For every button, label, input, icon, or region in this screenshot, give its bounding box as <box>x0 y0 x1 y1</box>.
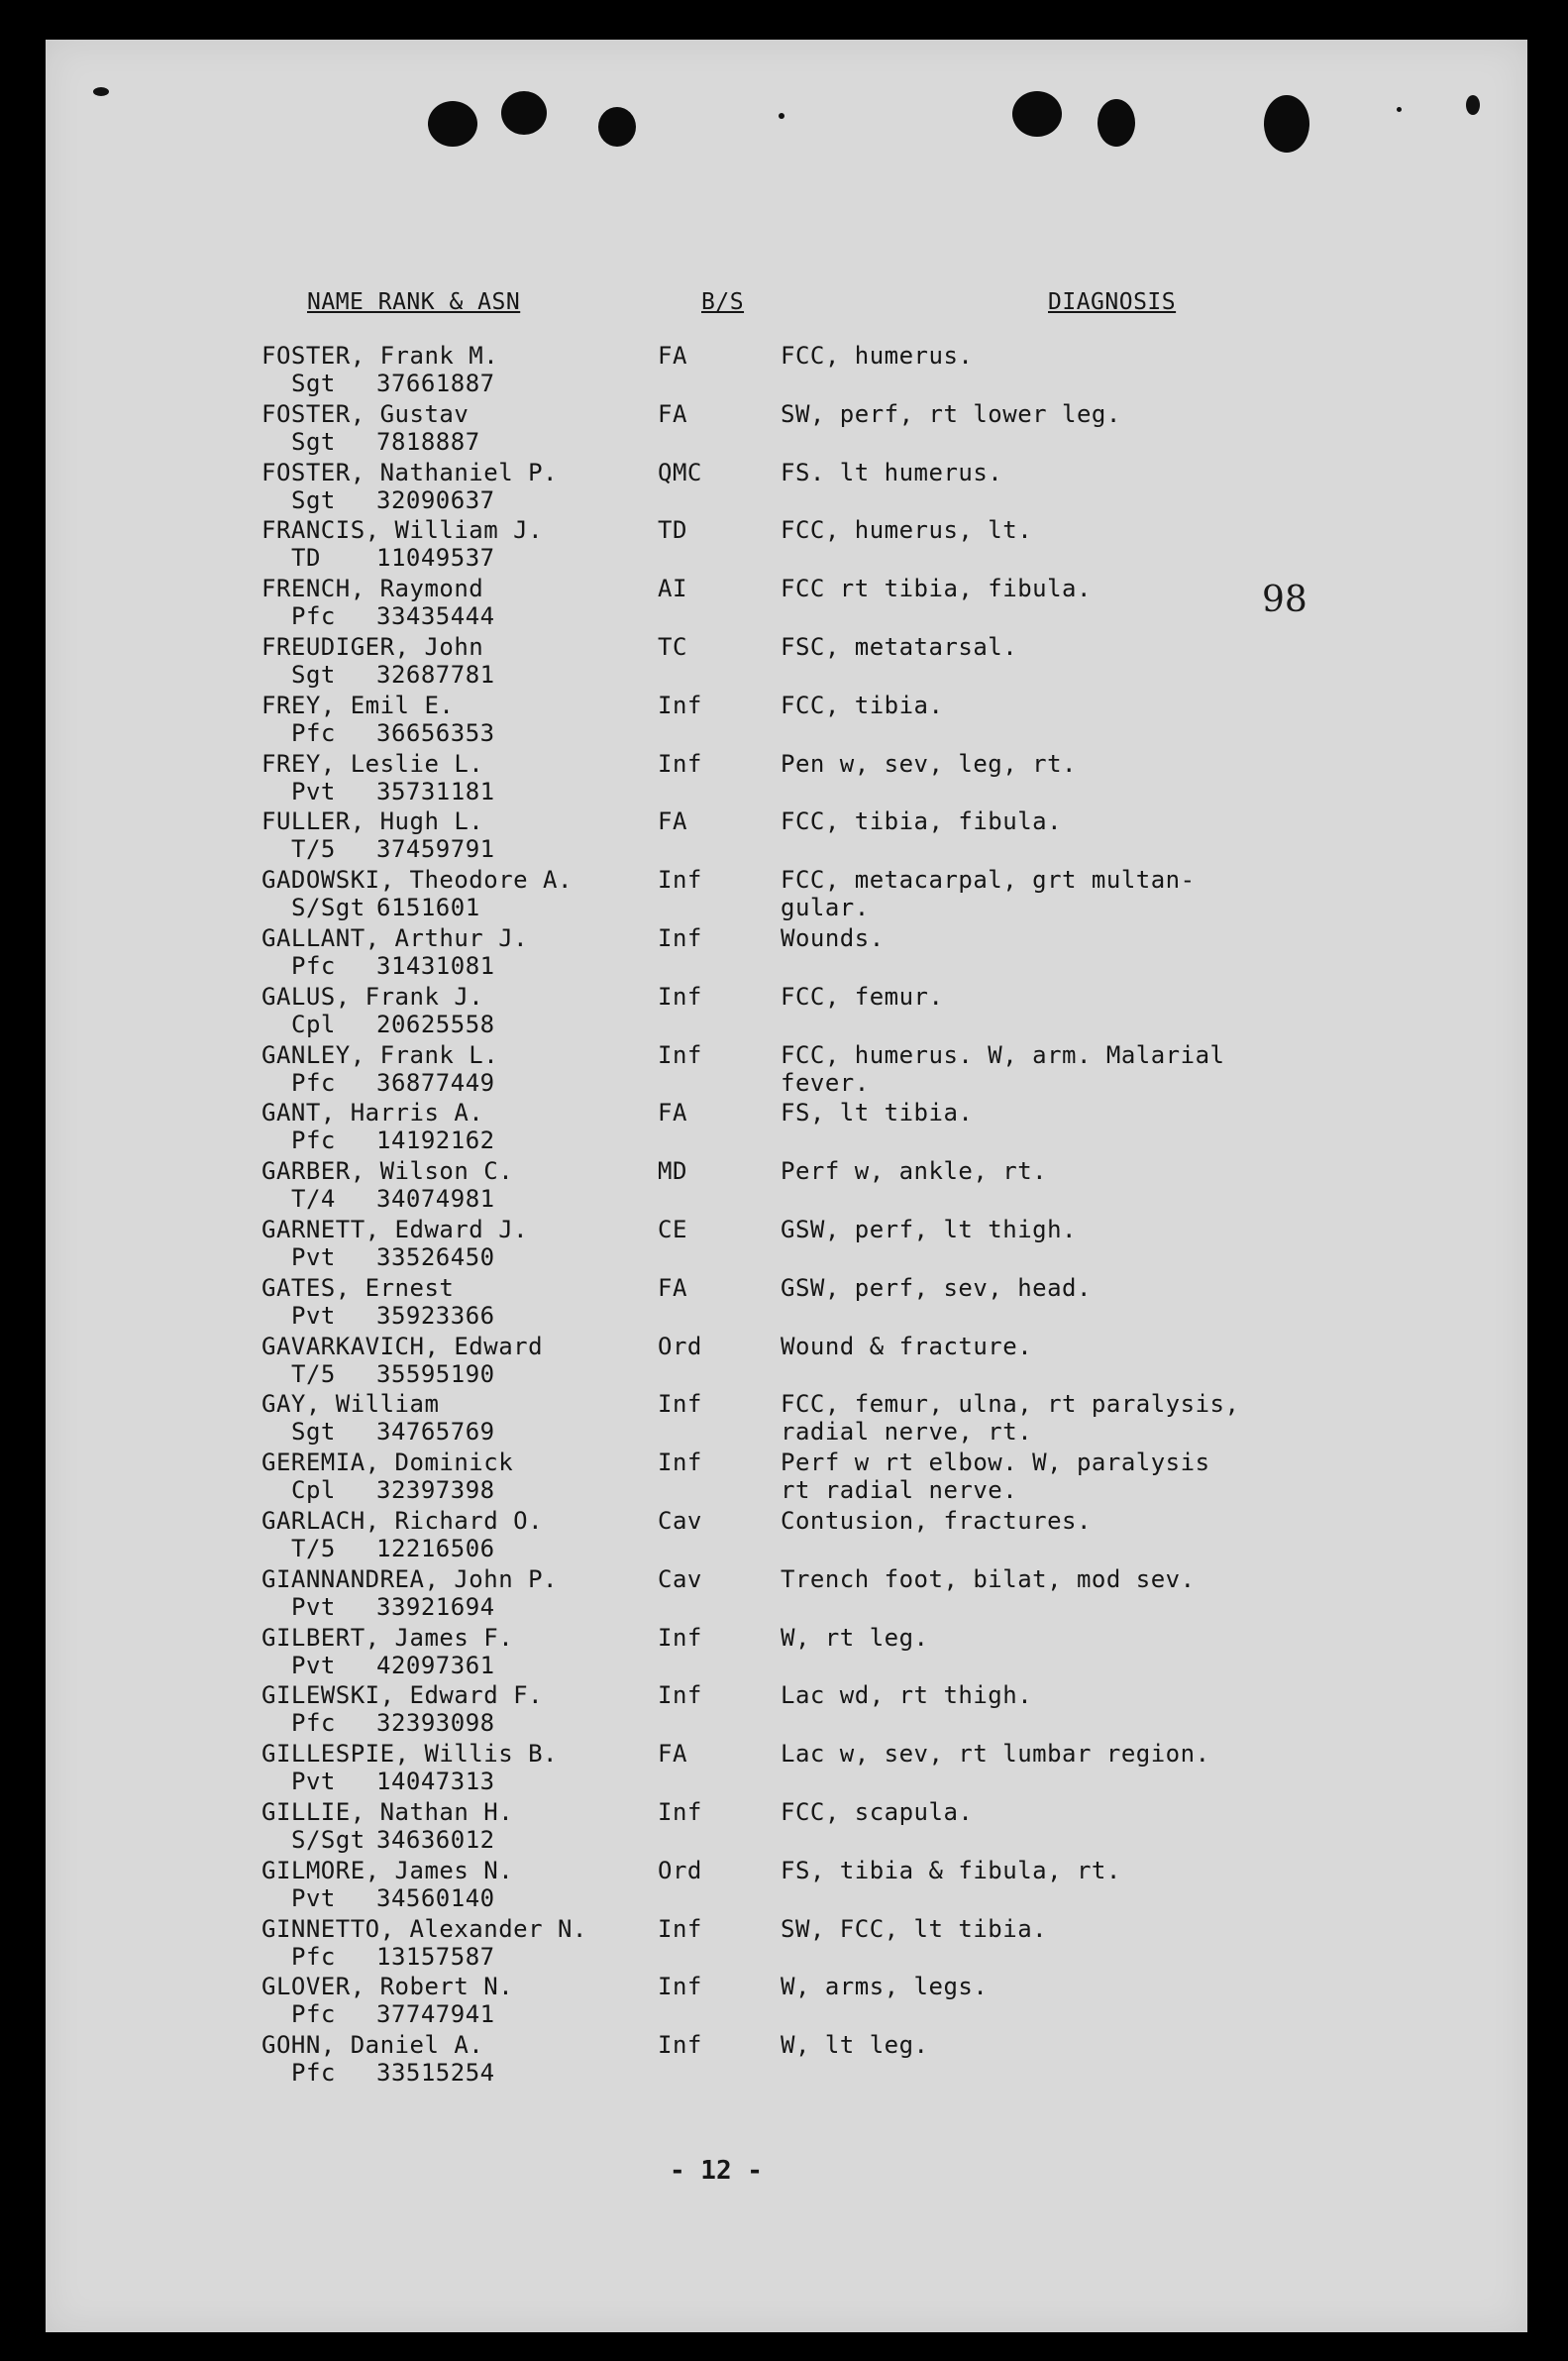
branch-cell: Inf <box>658 1798 702 1826</box>
table-row <box>0 866 1568 923</box>
table-row <box>0 1216 1568 1273</box>
diagnosis-cell: GSW, perf, sev, head. <box>781 1273 1092 1302</box>
branch-cell: FA <box>658 342 687 370</box>
asn-cell: 35923366 <box>376 1301 495 1330</box>
diagnosis-cell: FS, lt tibia. <box>781 1099 974 1127</box>
asn-cell: 34636012 <box>376 1826 495 1854</box>
asn-cell: 11049537 <box>376 544 495 573</box>
branch-cell: Inf <box>658 924 702 952</box>
rank-cell: Sgt <box>291 1418 336 1447</box>
rank-cell: T/4 <box>291 1185 336 1214</box>
rank-cell: Sgt <box>291 485 336 514</box>
name-cell: GILEWSKI, Edward F. <box>261 1681 544 1710</box>
name-cell: GILBERT, James F. <box>261 1623 514 1652</box>
name-cell: GILMORE, James N. <box>261 1856 514 1884</box>
asn-cell: 33435444 <box>376 602 495 631</box>
name-cell: GARBER, Wilson C. <box>261 1157 514 1186</box>
table-row <box>0 516 1568 574</box>
table-row <box>0 1681 1568 1739</box>
table-row <box>0 924 1568 982</box>
diagnosis-cell: SW, FCC, lt tibia. <box>781 1914 1048 1943</box>
diagnosis-cell: SW, perf, rt lower leg. <box>781 399 1121 428</box>
name-cell: FULLER, Hugh L. <box>261 807 484 836</box>
asn-cell: 36877449 <box>376 1068 495 1097</box>
branch-cell: Inf <box>658 1390 702 1419</box>
name-cell: GADOWSKI, Theodore A. <box>261 866 573 895</box>
asn-cell: 33921694 <box>376 1592 495 1621</box>
table-row <box>0 1624 1568 1681</box>
name-cell: FREY, Leslie L. <box>261 749 484 778</box>
asn-cell: 32687781 <box>376 661 495 689</box>
branch-cell: FA <box>658 1099 687 1127</box>
diagnosis-cell: Wounds. <box>781 924 885 952</box>
asn-cell: 37661887 <box>376 370 495 397</box>
table-row <box>0 400 1568 458</box>
rank-cell: Pfc <box>291 1127 336 1155</box>
diagnosis-cell: Wound & fracture. <box>781 1332 1033 1360</box>
branch-cell: Inf <box>658 2031 702 2060</box>
rank-cell: Pfc <box>291 2000 336 2029</box>
asn-cell: 35595190 <box>376 1359 495 1388</box>
name-cell: GALUS, Frank J. <box>261 982 484 1011</box>
branch-cell: Inf <box>658 1681 702 1710</box>
rank-cell: Pvt <box>291 777 336 805</box>
header-branch-of-service: B/S <box>701 289 745 315</box>
name-cell: GARLACH, Richard O. <box>261 1507 544 1535</box>
rank-cell: Cpl <box>291 1476 336 1505</box>
diagnosis-continuation-cell: fever. <box>781 1068 870 1097</box>
asn-cell: 32393098 <box>376 1709 495 1738</box>
table-row <box>0 1157 1568 1215</box>
name-cell: GAVARKAVICH, Edward <box>261 1332 544 1360</box>
table-row <box>0 1390 1568 1448</box>
branch-cell: FA <box>658 1740 687 1769</box>
diagnosis-cell: Lac w, sev, rt lumbar region. <box>781 1740 1210 1769</box>
table-row <box>0 983 1568 1040</box>
asn-cell: 13157587 <box>376 1942 495 1971</box>
branch-cell: Inf <box>658 1623 702 1652</box>
diagnosis-continuation-cell: gular. <box>781 894 870 922</box>
table-row <box>0 1041 1568 1099</box>
name-cell: GANT, Harris A. <box>261 1099 484 1127</box>
branch-cell: Inf <box>658 1449 702 1477</box>
diagnosis-cell: FCC, tibia. <box>781 691 944 719</box>
name-cell: GILLIE, Nathan H. <box>261 1798 514 1826</box>
diagnosis-cell: FCC, femur. <box>781 982 944 1011</box>
name-cell: FRENCH, Raymond <box>261 575 484 603</box>
asn-cell: 20625558 <box>376 1010 495 1038</box>
rank-cell: S/Sgt <box>291 894 366 922</box>
rank-cell: T/5 <box>291 1359 336 1388</box>
rank-cell: Pvt <box>291 1768 336 1796</box>
rank-cell: Pvt <box>291 1592 336 1621</box>
rank-cell: S/Sgt <box>291 1826 366 1854</box>
diagnosis-cell: FCC, humerus, lt. <box>781 516 1033 545</box>
table-row <box>0 750 1568 807</box>
diagnosis-cell: Perf w, ankle, rt. <box>781 1157 1048 1186</box>
name-cell: GALLANT, Arthur J. <box>261 924 529 952</box>
name-cell: FRANCIS, William J. <box>261 516 544 545</box>
branch-cell: TC <box>658 633 687 661</box>
asn-cell: 33526450 <box>376 1243 495 1271</box>
branch-cell: TD <box>658 516 687 545</box>
asn-cell: 14047313 <box>376 1768 495 1796</box>
name-cell: FOSTER, Frank M. <box>261 342 499 370</box>
diagnosis-cell: W, lt leg. <box>781 2031 929 2060</box>
table-row <box>0 1798 1568 1856</box>
rank-cell: Cpl <box>291 1010 336 1038</box>
diagnosis-cell: FCC, scapula. <box>781 1798 974 1826</box>
table-row <box>0 692 1568 749</box>
asn-cell: 36656353 <box>376 718 495 747</box>
branch-cell: Inf <box>658 1914 702 1943</box>
rank-cell: Sgt <box>291 661 336 689</box>
page-number: - 12 - <box>670 2156 763 2186</box>
rank-cell: Pvt <box>291 1651 336 1679</box>
diagnosis-cell: W, arms, legs. <box>781 1973 989 2001</box>
diagnosis-cell: W, rt leg. <box>781 1623 929 1652</box>
branch-cell: FA <box>658 399 687 428</box>
table-row <box>0 342 1568 399</box>
asn-cell: 37747941 <box>376 2000 495 2029</box>
asn-cell: 12216506 <box>376 1535 495 1562</box>
rank-cell: TD <box>291 544 321 573</box>
branch-cell: Cav <box>658 1507 702 1535</box>
diagnosis-cell: Trench foot, bilat, mod sev. <box>781 1564 1196 1593</box>
table-row <box>0 1857 1568 1914</box>
rank-cell: Sgt <box>291 370 336 397</box>
rank-cell: Pfc <box>291 2059 336 2088</box>
table-row <box>0 807 1568 865</box>
table-row <box>0 1449 1568 1506</box>
name-cell: GILLESPIE, Willis B. <box>261 1740 558 1769</box>
diagnosis-continuation-cell: radial nerve, rt. <box>781 1418 1033 1447</box>
diagnosis-cell: FCC, femur, ulna, rt paralysis, <box>781 1390 1240 1419</box>
asn-cell: 34074981 <box>376 1185 495 1214</box>
asn-cell: 31431081 <box>376 952 495 980</box>
rank-cell: T/5 <box>291 835 336 864</box>
asn-cell: 35731181 <box>376 777 495 805</box>
diagnosis-cell: FCC rt tibia, fibula. <box>781 575 1092 603</box>
table-row <box>0 2031 1568 2089</box>
table-row <box>0 459 1568 516</box>
rank-cell: Pfc <box>291 1068 336 1097</box>
asn-cell: 7818887 <box>376 427 480 456</box>
asn-cell: 42097361 <box>376 1651 495 1679</box>
diagnosis-cell: Lac wd, rt thigh. <box>781 1681 1033 1710</box>
asn-cell: 37459791 <box>376 835 495 864</box>
branch-cell: Inf <box>658 1040 702 1069</box>
branch-cell: Cav <box>658 1564 702 1593</box>
rank-cell: Pvt <box>291 1243 336 1271</box>
asn-cell: 14192162 <box>376 1127 495 1155</box>
diagnosis-cell: FCC, tibia, fibula. <box>781 807 1063 836</box>
rank-cell: Pfc <box>291 602 336 631</box>
diagnosis-cell: Perf w rt elbow. W, paralysis <box>781 1449 1210 1477</box>
table-row <box>0 575 1568 632</box>
branch-cell: FA <box>658 807 687 836</box>
name-cell: GOHN, Daniel A. <box>261 2031 484 2060</box>
table-row <box>0 1973 1568 2030</box>
diagnosis-cell: FCC, metacarpal, grt multan- <box>781 866 1196 895</box>
diagnosis-cell: Pen w, sev, leg, rt. <box>781 749 1077 778</box>
name-cell: GANLEY, Frank L. <box>261 1040 499 1069</box>
branch-cell: FA <box>658 1273 687 1302</box>
name-cell: FREY, Emil E. <box>261 691 455 719</box>
branch-cell: CE <box>658 1216 687 1243</box>
name-cell: GIANNANDREA, John P. <box>261 1564 558 1593</box>
diagnosis-cell: FS, tibia & fibula, rt. <box>781 1856 1121 1884</box>
name-cell: GATES, Ernest <box>261 1273 455 1302</box>
name-cell: FOSTER, Nathaniel P. <box>261 458 558 486</box>
branch-cell: Ord <box>658 1332 702 1360</box>
branch-cell: Inf <box>658 1973 702 2001</box>
rank-cell: Pfc <box>291 1942 336 1971</box>
rank-cell: Pfc <box>291 952 336 980</box>
header-diagnosis: DIAGNOSIS <box>1048 289 1177 315</box>
name-cell: GLOVER, Robert N. <box>261 1973 514 2001</box>
branch-cell: MD <box>658 1157 687 1186</box>
asn-cell: 32090637 <box>376 485 495 514</box>
diagnosis-cell: Contusion, fractures. <box>781 1507 1092 1535</box>
diagnosis-cell: FS. lt humerus. <box>781 458 1003 486</box>
asn-cell: 33515254 <box>376 2059 495 2088</box>
branch-cell: Inf <box>658 749 702 778</box>
branch-cell: AI <box>658 575 687 603</box>
branch-cell: Inf <box>658 982 702 1011</box>
branch-cell: Ord <box>658 1856 702 1884</box>
rank-cell: Pvt <box>291 1883 336 1912</box>
diagnosis-cell: FCC, humerus. <box>781 342 974 370</box>
rank-cell: Pfc <box>291 1709 336 1738</box>
header-name-rank-asn: NAME RANK & ASN <box>307 289 521 315</box>
diagnosis-cell: GSW, perf, lt thigh. <box>781 1216 1077 1243</box>
name-cell: GINNETTO, Alexander N. <box>261 1914 587 1943</box>
table-row <box>0 1507 1568 1564</box>
table-row <box>0 633 1568 691</box>
diagnosis-cell: FCC, humerus. W, arm. Malarial <box>781 1040 1225 1069</box>
name-cell: GEREMIA, Dominick <box>261 1449 514 1477</box>
table-row <box>0 1915 1568 1973</box>
name-cell: GARNETT, Edward J. <box>261 1216 529 1243</box>
margin-number: 98 <box>1262 580 1307 620</box>
table-row <box>0 1333 1568 1390</box>
rank-cell: T/5 <box>291 1535 336 1562</box>
asn-cell: 32397398 <box>376 1476 495 1505</box>
diagnosis-cell: FSC, metatarsal. <box>781 633 1018 661</box>
table-row <box>0 1099 1568 1156</box>
rank-cell: Pvt <box>291 1301 336 1330</box>
table-row <box>0 1565 1568 1623</box>
asn-cell: 34765769 <box>376 1418 495 1447</box>
branch-cell: QMC <box>658 458 702 486</box>
rank-cell: Sgt <box>291 427 336 456</box>
table-row <box>0 1740 1568 1797</box>
branch-cell: Inf <box>658 691 702 719</box>
asn-cell: 34560140 <box>376 1883 495 1912</box>
rank-cell: Pfc <box>291 718 336 747</box>
name-cell: FOSTER, Gustav <box>261 399 470 428</box>
name-cell: GAY, William <box>261 1390 440 1419</box>
name-cell: FREUDIGER, John <box>261 633 484 661</box>
diagnosis-continuation-cell: rt radial nerve. <box>781 1476 1018 1505</box>
branch-cell: Inf <box>658 866 702 895</box>
asn-cell: 6151601 <box>376 894 480 922</box>
table-row <box>0 1274 1568 1332</box>
